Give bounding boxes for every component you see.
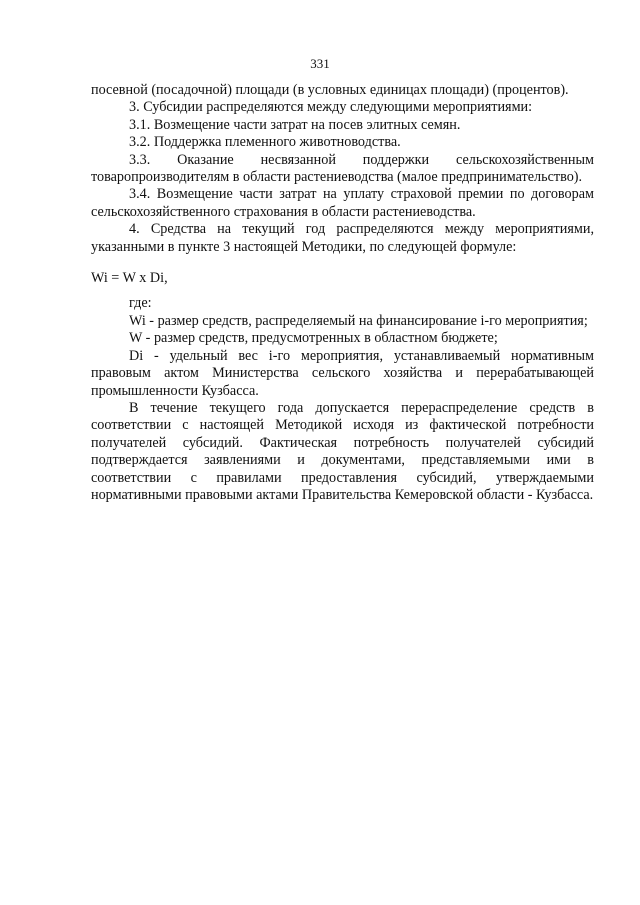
definition-w: W - размер средств, предусмотренных в областном бюджете; — [129, 330, 498, 347]
paragraph-3-1: 3.1. Возмещение части затрат на посев элитных семян. — [129, 116, 461, 133]
document-body — [91, 82, 594, 504]
paragraph-3-4: 3.4. Возмещение части затрат на уплату страховой премии по договорам сельскохозяйственного страхования в области растениеводства. — [91, 186, 594, 220]
definition-di: Di - удельный вес i-го мероприятия, устанавливаемый нормативным правовым актом Министерства сельского хозяйства и перерабатывающей промышленности Кузбасса. — [91, 347, 594, 399]
paragraph-redistribution: В течение текущего года допускается перераспределение средств в соответствии с настоящей Методикой исходя из фактической потребности получателей субсидий. Фактическая потребность получателей субсидий подтверждается заявлениями и документами, представляемыми ими в соответствии с правилами предоставления субсидий, утверждаемыми нормативными правовыми актами Правительства Кемеровской области - Кузбасса. — [91, 399, 594, 503]
page-number: 331 — [310, 56, 330, 71]
paragraph-4: 4. Средства на текущий год распределяются между мероприятиями, указанными в пункте 3 настоящей Методики, по следующей формуле: — [91, 221, 594, 255]
where-label: где: — [129, 295, 152, 312]
paragraph-3-2: 3.2. Поддержка племенного животноводства. — [129, 134, 401, 151]
paragraph-3-3: 3.3. Оказание несвязанной поддержки сельскохозяйственным товаропроизводителям в области растениеводства (малое предпринимательство). — [91, 151, 594, 186]
paragraph-continuation: посевной (посадочной) площади (в условных единицах площади) (процентов). — [91, 82, 569, 98]
paragraph-3: 3. Субсидии распределяются между следующими мероприятиями: — [129, 99, 533, 116]
definition-wi: Wi - размер средств, распределяемый на финансирование i-го мероприятия; — [129, 312, 588, 329]
formula: Wi = W x Di, — [91, 270, 168, 287]
